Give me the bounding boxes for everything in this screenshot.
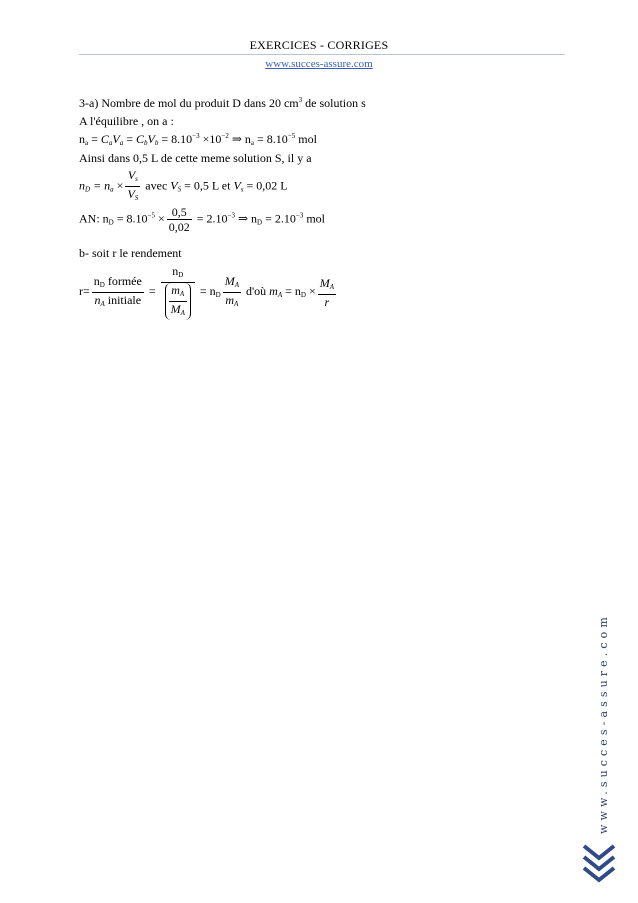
header-divider xyxy=(79,54,565,55)
chevrons-down-icon xyxy=(582,842,616,886)
equation-yield: r= $\frac{n_D formée}{n_A initiale}$ = $\frac{n_D}{\frac{m_A}{M_A}}$ = $n_D$ $\frac{M_A}{m_A}$ d'où $m_A = n_D$ × $\frac{M_A}{r}$ xyxy=(79,264,338,320)
fraction-mass: $\frac{M_A}{m_A}$ xyxy=(224,273,239,308)
question-3a: 3-a) Nombre de mol du produit D dans 20 $cm^3$ de solution s xyxy=(79,96,366,110)
header-link[interactable]: www.succes-assure.com xyxy=(265,58,373,70)
equilibrium-text: A l'équilibre , on a : xyxy=(79,114,174,128)
fraction-volumes: $\frac{V_s}{V_S}$ xyxy=(127,168,139,202)
header-title: EXERCICES - CORRIGES xyxy=(249,38,389,52)
fraction-yield: $\frac{n_D formée}{n_A initiale}$ xyxy=(93,273,142,308)
equation-nd: $n_D = n_a$ × $\frac{V_s}{V_S}$ avec $V_S = 0,5$ L et $V_s = 0,02$ L xyxy=(79,168,288,205)
fraction-values: $\frac{0,5}{0,02}$ xyxy=(168,205,190,234)
question-b: b- soit r le rendement xyxy=(79,246,182,260)
watermark-text: www.succes-assure.com xyxy=(597,613,610,834)
fraction-result: $\frac{M_A}{r}$ xyxy=(319,275,335,309)
solution-text: Ainsi dans 0,5 L de cette meme solution S, il y a xyxy=(79,151,312,165)
fraction-moles: $\frac{n_D}{\frac{m_A}{M_A}}$ xyxy=(161,264,195,320)
equation-na: $n_a = C_aV_a = C_bV_b = 8.10^{-3} \times 10^{-2}$ ⇒ $n_a = 8.10^{-5}$ mol xyxy=(79,132,317,147)
numerical-application: AN: $n_D = 8.10^{-5}$ × $\frac{0,5}{0,02}$ = $2.10^{-3}$ ⇒ $n_D = 2.10^{-3}$ mol xyxy=(79,205,326,234)
